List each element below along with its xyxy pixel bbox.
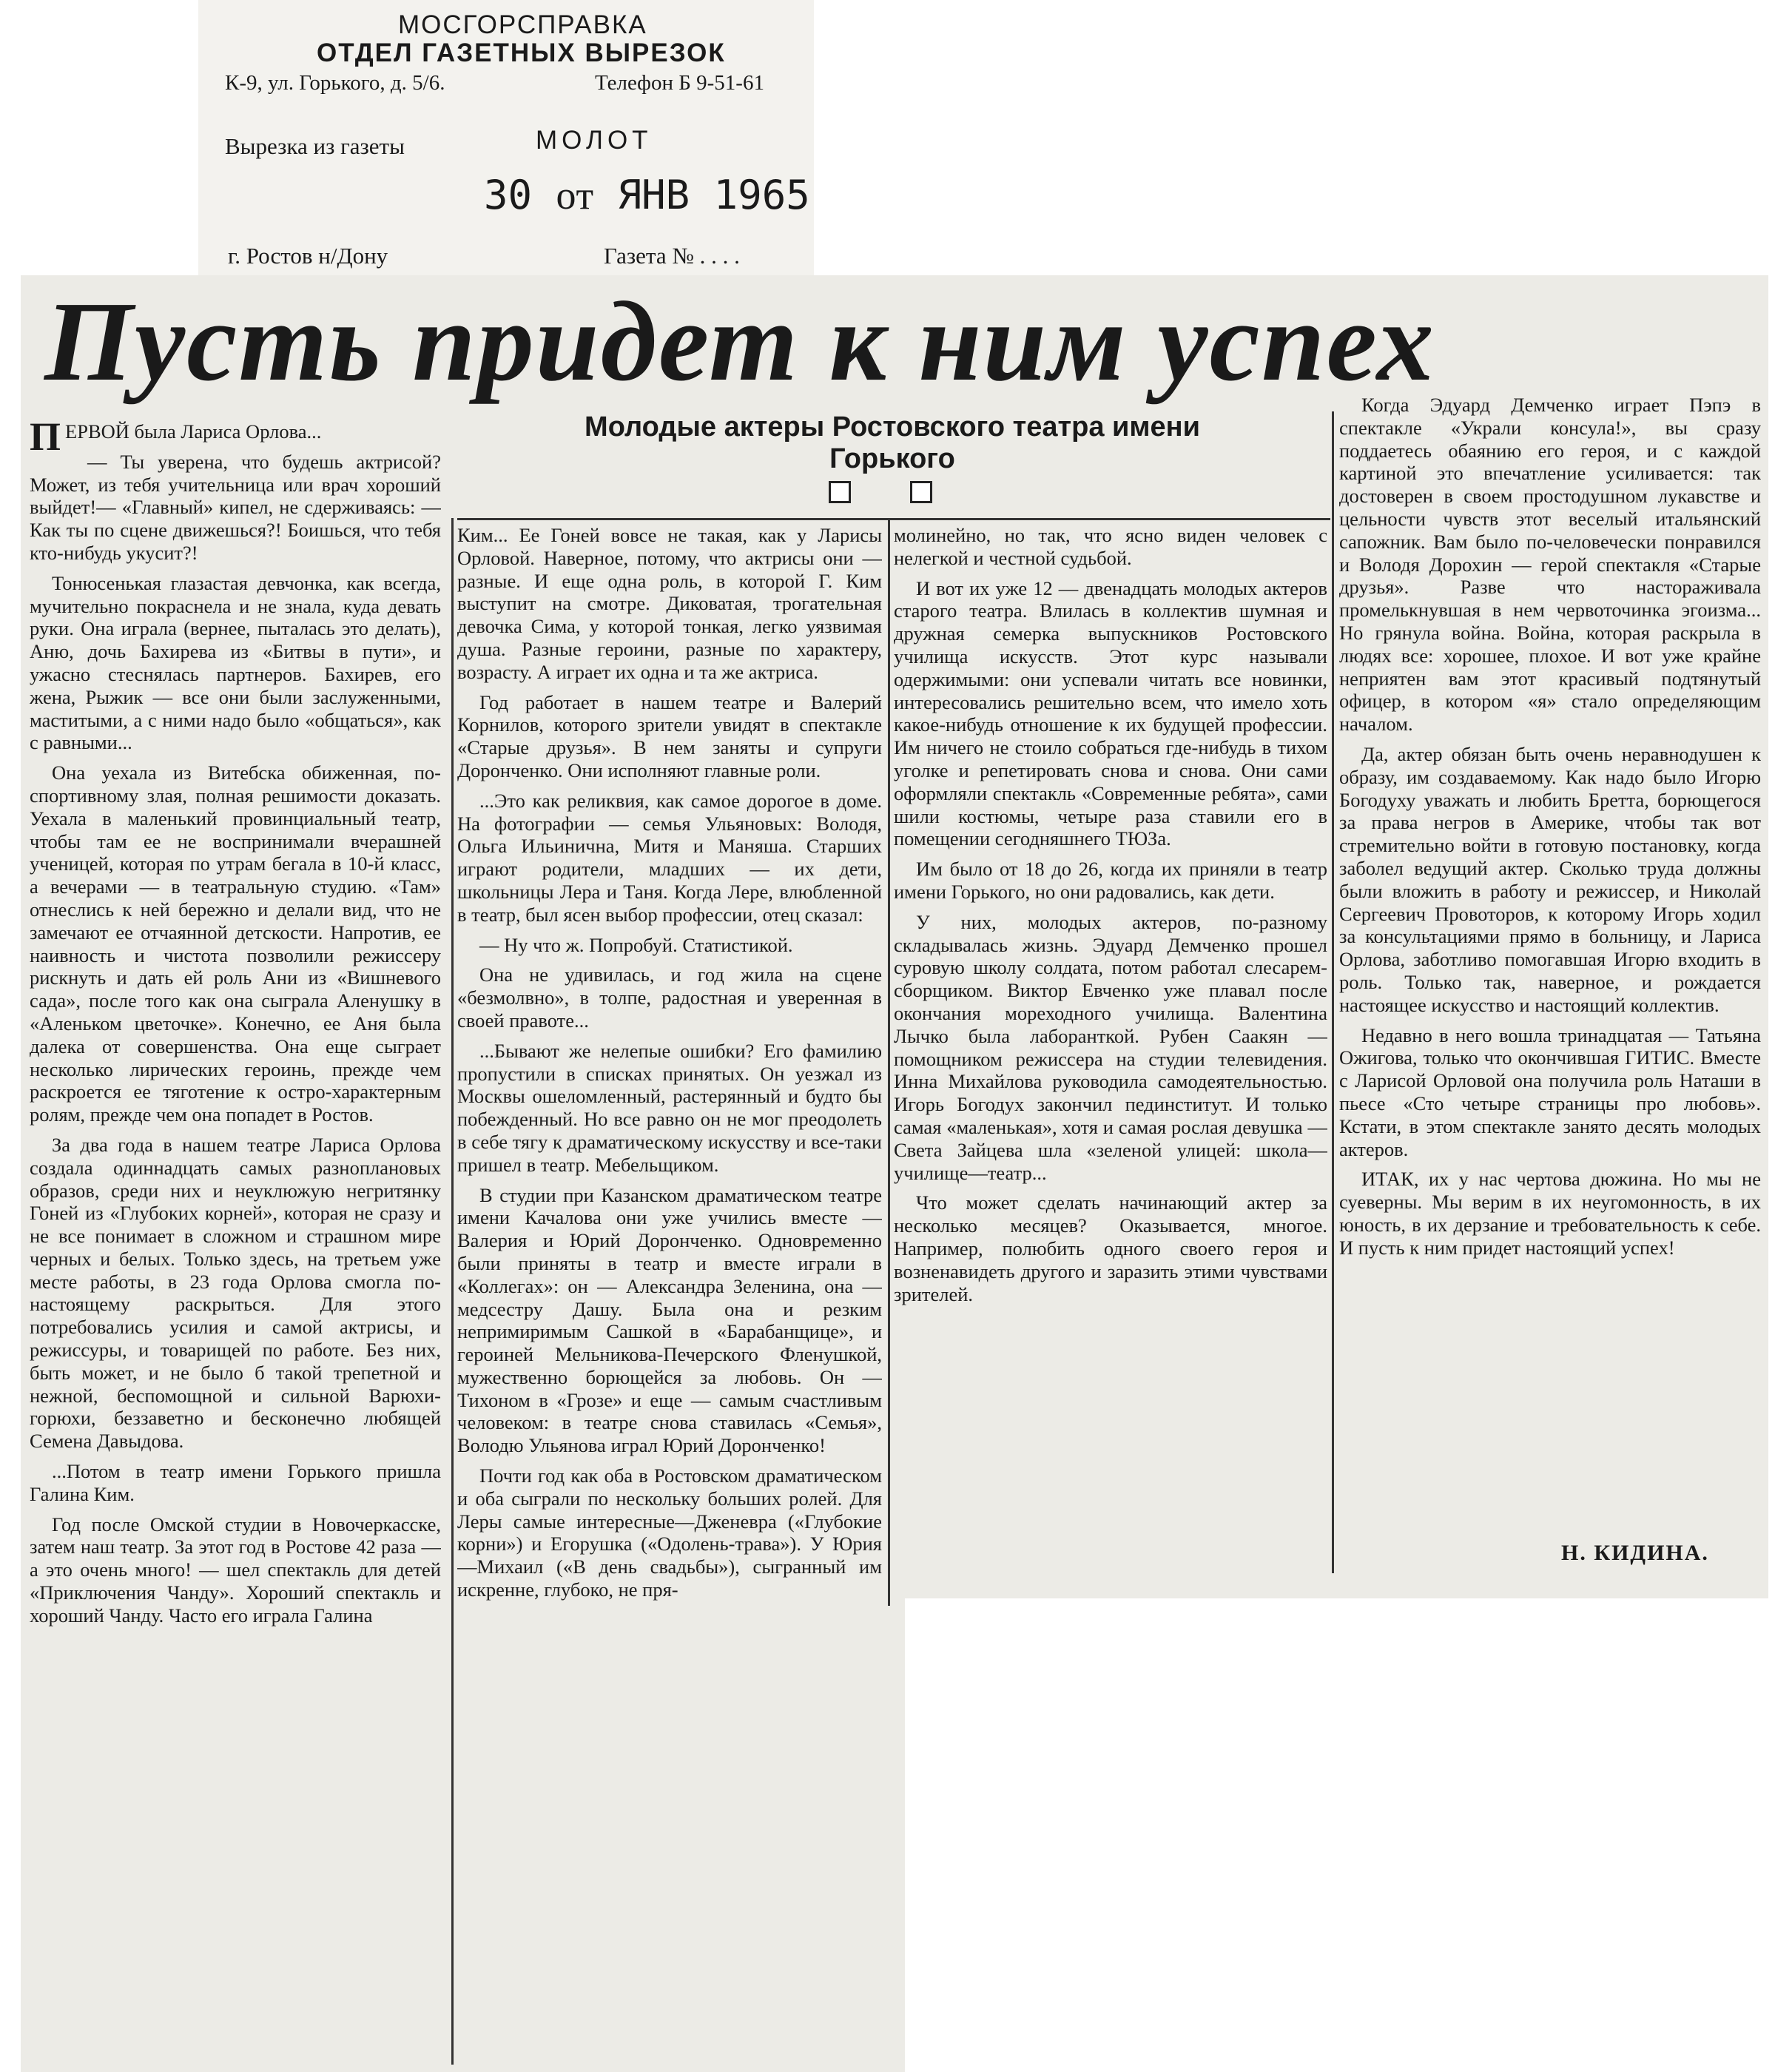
paragraph: — Ты уверена, что будешь актрисой? Может, из тебя учительница или врач хороший выйдет!— «Главный» кипел, не сдерживаясь: — Как ты по сцене движешься?! Боишься, что тебя кто-нибудь укусит?! — [30, 450, 441, 564]
agency-address: К-9, ул. Горького, д. 5/6. — [225, 71, 445, 95]
article-column-3 — [894, 524, 1327, 1590]
column-top-rule — [457, 518, 1330, 520]
paragraph: В студии при Казанском драматическом театре имени Качалова они уже учились вместе — Валерия и Юрий Доронченко. Одновременно были приняты в театр и вместе играли в «Коллегах»: он — Александра Зеленина, она — медсестру Дашу. Была она и резким непримиримым Сашкой в «Барабанщице», и героиней Мельникова-Печерского Фленушкой, мужественно борющейся за любовь. Он — Тихоном в «Грозе» и еще — самым счастливым человеком: в театре снова ставилась «Семья», Володю Ульянова играл Юрий Доронченко! — [457, 1183, 882, 1457]
paragraph: Тонюсенькая глазастая девчонка, как всегда, мучительно покраснела и не знала, куда девать руки. Она играла (вернее, пыталась это делать), Аню, дочь Бахирева из «Битвы в пути», и ужасно стеснялась партнеров. Бахирев, его жена, Рыжик — все они были заслуженными, маститыми, а с ними надо было «общаться», как с равными... — [30, 571, 441, 754]
paragraph-text: ЕРВОЙ была Лариса Орлова... — [65, 420, 322, 443]
paragraph: Ким... Ее Гоней вовсе не такая, как у Ларисы Орловой. Наверное, потому, что актрисы они — разные. И еще одна роль, в которой Г. Ким выступит на смотре. Диковатая, трогательная девочка Сима, у которой тонкая, легко уязвимая душа. Разные героини, разные по характеру, возрасту. А играет их одна и та же актриса. — [457, 524, 882, 683]
column-rule — [888, 518, 890, 1606]
gazette-number-label: Газета № . . . . — [604, 243, 740, 269]
paragraph: Им было от 18 до 26, когда их приняли в театр имени Горького, но они радовались, как дети. — [894, 858, 1327, 903]
paragraph: молинейно, но так, что ясно виден человек с нелегкой и честной судьбой. — [894, 524, 1327, 569]
clipping-label: Вырезка из газеты — [225, 133, 405, 159]
agency-name: МОСГОРСПРАВКА — [398, 10, 647, 39]
paragraph: Год после Омской студии в Новочеркасске, затем наш театр. За этот год в Ростове 42 раза — а это очень много! — шел спектакль для детей «Приключения Чанду». Хороший спектакль и хороший Чанду. Часто его играла Галина — [30, 1513, 441, 1627]
paragraph: За два года в нашем театре Лариса Орлова создала одиннадцать самых разноплановых образов, среди них и неуклюжую негритянку Гоней из «Глубоких корней», которая не сразу и не все понимает в сложном и страшном мире черных и белых. Только здесь, на третьем уже месте работы, в 23 года Орлова смогла по-настоящему раскрыться. Для этого потребовались усилия и самой актрисы, и режиссуры, и товарищей по работе. Без них, быть может, и не было б такой трепетной и нежной, беспомощной и сильной Варюхи-горюхи, беззаветно и бесконечно любящей Семена Давыдова. — [30, 1133, 441, 1453]
paragraph: У них, молодых актеров, по-разному складывалась жизнь. Эдуард Демченко прошел суровую школу солдата, потом работал слесарем-сборщиком. Виктор Евченко уже плавал после окончания мореходного училища. Валентина Лычко была лаборанткой. Рубен Саакян — помощником режиссера на студии телевидения. Инна Михайлова руководила самодеятельностью. Игорь Богодух закончил пединститут. И только самая «маленькая», хотя и самая рослая девушка — Света Зайцева шла «зеленой улицей: школа—училище—театр... — [894, 910, 1327, 1184]
paragraph: Она не удивилась, и год жила на сцене «безмолвно», в толпе, радостная и уверенная в своей правоте... — [457, 963, 882, 1032]
paragraph: — Ну что ж. Попробуй. Статистикой. — [479, 933, 793, 956]
ornament-square — [829, 481, 851, 503]
column-rule — [1332, 411, 1334, 1573]
article-subhead: Молодые актеры Ростовского театра имени Горького — [585, 411, 1200, 474]
paragraph: Что может сделать начинающий актер за несколько месяцев? Оказывается, многое. Например, полюбить одного своего героя и возненавидеть другого и заразить этими чувствами зрителей. — [894, 1191, 1327, 1305]
clipping-date: 30 ᴏᴛ ЯНВ 1965 — [484, 172, 810, 218]
paragraph: ИТАК, их у нас чертова дюжина. Но мы не суеверны. Мы верим в их неугомонность, в их юность, в их дерзание и требовательность к себе. И пусть к ним придет настоящий успех! — [1339, 1168, 1761, 1259]
article-column-4 — [1339, 394, 1761, 1537]
article-headline: Пусть придет к ним успех — [44, 279, 1435, 405]
paragraph: ...Потом в театр имени Горького пришла Галина Ким. — [30, 1460, 441, 1505]
paragraph: ...Бывают же нелепые ошибки? Его фамилию пропустили в списках принятых. Он уезжал из Москвы ошеломленный, растерянный и будто бы побежденный. Но все равно он не мог преодолеть в себе тягу к драматическому искусству и все-таки пришел в театр. Мебельщиком. — [457, 1039, 882, 1176]
drop-cap: П — [30, 420, 61, 459]
paragraph: Когда Эдуард Демченко играет Пэпэ в спектакле «Украли консула!», вы сразу поддаетесь обаянию его героя, и с каждой картиной это впечатление усиливается: так достоверен в своем простодушном лукавстве и цельности чувств этот веселый итальянский сапожник. Вам было по-человечески понравился и Володя Дорохин — герой спектакля «Старые друзья». Разве что настораживала промелькнувшая в нем червоточинка эгоизма... Но грянула война. Война, которая раскрыла в людях все: хорошее, плохое. И вот уже крайне неприятен вам этот красивый подтянутый офицер, в котором «я» стало определяющим началом. — [1339, 394, 1761, 736]
paragraph: Она уехала из Витебска обиженная, по-спортивному злая, полная решимости доказать. Уехала в маленький провинциальный театр, чтобы там ее не воспринимали вчерашней ученицей, которая по утрам бегала в 10-й класс, а вечерами — в театральную студию. «Там» отнеслись к ней бережно и делали вид, что не замечают ее отчаянной детскости. Напротив, ее наивность и чистота позволили режиссеру рискнуть и дать ей роль Ани из «Вишневого сада», после того как она сыграла Аленушку в «Аленьком цветочке». Конечно, ее Аня была далека от совершенства. Она еще сыграет несколько лирических героинь, прежде чем раскроется ее тяготение к остро-характерным ролям, прежде чем она попадет в Ростов. — [30, 761, 441, 1126]
newspaper-name: МОЛОТ — [536, 126, 653, 155]
paragraph: Недавно в него вошла тринадцатая — Татьяна Ожигова, только что окончившая ГИТИС. Вместе с Ларисой Орловой она получила роль Наташи в пьесе «Сто четыре страницы про любовь». Кстати, в этом спектакле занято десять молодых актеров. — [1339, 1023, 1761, 1160]
article-column-2 — [457, 524, 882, 2067]
paragraph: И вот их уже 12 — двенадцать молодых актеров старого театра. Влилась в коллектив шумная и дружная семерка выпускников Ростовского училища искусств. Этот курс называли одержимыми: они успевали читать все новинки, интересовались решительно всем, что имело хоть какое-нибудь отношение к их будущей профессии. Им ничего не стоило собраться где-нибудь в тихом уголке и репетировать снова и снова. Они сами оформляли спектакль «Современные ребята», сами шили костюмы, четыре раза ставили его в помещении сегодняшнего ТЮЗа. — [894, 576, 1327, 850]
paragraph: ...Это как реликвия, как самое дорогое в доме. На фотографии — семья Ульяновых: Володя, Ольга Ильинична, Митя и Маняша. Старших играют родители, младших — их дети, школьницы Лера и Таня. Когда Лере, влюбленной в театр, был ясен выбор профессии, отец сказал: — [457, 789, 882, 926]
city-label: г. Ростов н/Дону — [228, 243, 388, 269]
ornament-square — [910, 481, 932, 503]
article-column-1 — [30, 420, 441, 2067]
clipping-stamp — [198, 0, 814, 290]
author-signature: Н. КИДИНА. — [1561, 1541, 1709, 1565]
column-rule — [451, 518, 454, 2065]
paragraph: Почти год как оба в Ростовском драматическом и оба сыграли по нескольку больших ролей. Для Леры самые интересные—Дженевра («Глубокие корни») и Егорушка («Одолень-трава»). У Юрия—Михаил («В день свадьбы»), сыгранный им искренне, глубоко, не пря- — [457, 1464, 882, 1601]
paragraph — [30, 420, 441, 459]
paragraph: Год работает в нашем театре и Валерий Корнилов, которого зрители увидят в спектакле «Старые друзья». В нем заняты и супруги Доронченко. Они исполняют главные роли. — [457, 690, 882, 781]
agency-phone: Телефон Б 9-51-61 — [595, 71, 764, 95]
department-name: ОТДЕЛ ГАЗЕТНЫХ ВЫРЕЗОК — [317, 38, 726, 67]
paragraph: Да, актер обязан быть очень неравнодушен к образу, им создаваемому. Как надо было Игорю Богодуху уважать и любить Бретта, борющегося за права негров в Америке, чтобы так вот стремительно войти в готовую постановку, когда заболел ведущий актер. Сколько труда должны были вложить в работу и режиссер, и Николай Сергеевич Провоторов, к которому Игорь ходил за консультациями прямо в больницу, и Лариса Орлова, заботливо помогавшая Игорю входить в роль. Только так, наверное, и рождается настоящее искусство и настоящий коллектив. — [1339, 742, 1761, 1016]
